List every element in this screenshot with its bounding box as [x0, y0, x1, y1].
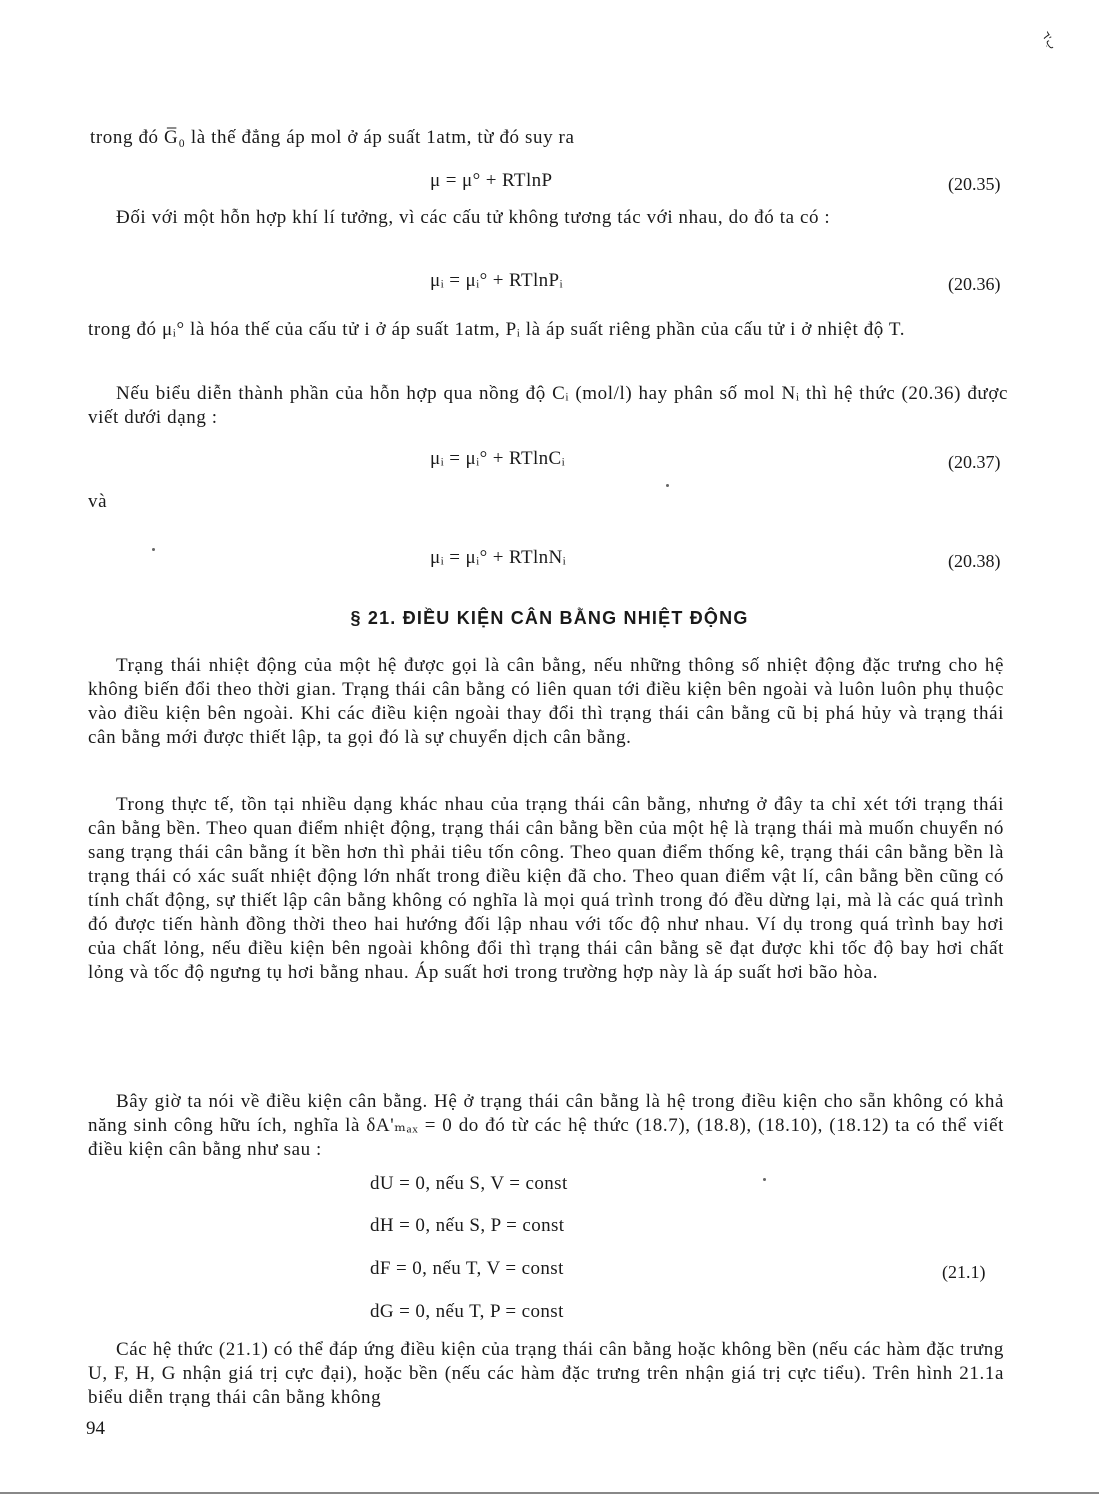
equation-number-20-36: (20.36) [948, 274, 1001, 294]
condition-df: dF = 0, nếu T, V = const [370, 1258, 564, 1279]
paragraph-equilibrium-definition: Trạng thái nhiệt động của một hệ được gọi là cân bằng, nếu những thông số nhiệt động đặc trưng cho hệ không biến đổi theo thời gian. Trạng thái cân bằng có liên quan tới điều kiện bên ngoài và luôn luôn phụ thuộc vào điều kiện bên ngoài. Khi các điều kiện ngoài thay đổi thì trạng thái cân bằng cũ bị phá hủy và trạng thái cân bằng mới được thiết lập, ta gọi đó là sự chuyển dịch cân bằng. [88, 655, 1004, 748]
scan-speck [152, 548, 155, 551]
equation-number-20-38: (20.38) [948, 551, 1001, 571]
page-bottom-edge [0, 1492, 1099, 1494]
corner-mark: ب'٦ [1038, 29, 1059, 52]
equation-20-35: μ = μ° + RTlnP [430, 170, 553, 191]
equation-20-37: μᵢ = μᵢ° + RTlnCᵢ [430, 448, 566, 469]
paragraph-equilibrium-conditions: Bây giờ ta nói về điều kiện cân bằng. Hệ ở trạng thái cân bằng là hệ trong điều kiện cho sẵn không có khả năng sinh công hữu ích, nghĩa là δA'ₘₐₓ = 0 do đó từ các hệ thức (18.7), (18.8), (18.10), (18.12) ta có thể viết điều kiện cân bằng như sau : [88, 1091, 1004, 1160]
condition-dg: dG = 0, nếu T, P = const [370, 1301, 564, 1322]
intro-line: trong đó G̅₀ là thế đẳng áp mol ở áp suất 1atm, từ đó suy ra [90, 127, 575, 148]
conjunction-text: và [88, 491, 108, 512]
equation-20-38: μᵢ = μᵢ° + RTlnNᵢ [430, 547, 567, 568]
equation-number-20-35: (20.35) [948, 174, 1001, 194]
concentration-paragraph: Nếu biểu diễn thành phần của hỗn hợp qua nồng độ Cᵢ (mol/l) hay phân số mol Nᵢ thì hệ thức (20.36) được viết dưới dạng : [88, 383, 1008, 428]
equation-number-21-1: (21.1) [942, 1262, 986, 1282]
section-heading: § 21. ĐIỀU KIỆN CÂN BẰNG NHIỆT ĐỘNG [350, 608, 749, 628]
mu-definition-paragraph: trong đó μᵢ° là hóa thế của cấu tử i ở áp suất 1atm, Pᵢ là áp suất riêng phần của cấu tử i ở nhiệt độ T. [88, 319, 906, 340]
scan-speck [666, 484, 669, 487]
page-number: 94 [86, 1418, 105, 1439]
equation-number-20-37: (20.37) [948, 452, 1001, 472]
scan-speck [763, 1178, 766, 1181]
paragraph-stable-equilibrium: Trong thực tế, tồn tại nhiều dạng khác nhau của trạng thái cân bằng, nhưng ở đây ta chỉ xét tới trạng thái cân bằng bền. Theo quan điểm nhiệt động, trạng thái cân bằng bền của một hệ là trạng thái mà muốn chuyển nó sang trạng thái cân bằng ít bền hơn thì phải tiêu tốn công. Theo quan điểm thống kê, trạng thái cân bằng bền là trạng thái có xác suất nhiệt động lớn nhất trong điều kiện đã cho. Theo quan điểm vật lí, cân bằng bền cũng có tính chất động, sự thiết lập cân bằng không có nghĩa là mọi quá trình trong đó đều dừng lại, mà là các quá trình đó được tiến hành đồng thời theo hai hướng đối lập nhau với tốc độ như nhau. Ví dụ trong quá trình bay hơi của chất lỏng, nếu điều kiện bên ngoài không đổi thì trạng thái cân bằng sẽ đạt được khi tốc độ bay hơi chất lỏng và tốc độ ngưng tụ hơi bằng nhau. Áp suất hơi trong trường hợp này là áp suất hơi bão hòa. [88, 794, 1004, 983]
condition-du: dU = 0, nếu S, V = const [370, 1173, 568, 1194]
equation-20-36: μᵢ = μᵢ° + RTlnPᵢ [430, 270, 564, 291]
paragraph-stability-types: Các hệ thức (21.1) có thể đáp ứng điều kiện của trạng thái cân bằng hoặc không bền (nếu các hàm đặc trưng U, F, H, G nhận giá trị cực đại), hoặc bền (nếu các hàm đặc trưng trên nhận giá trị cực tiểu). Trên hình 21.1a biểu diễn trạng thái cân bằng không [88, 1339, 1004, 1408]
mixture-paragraph: Đối với một hỗn hợp khí lí tưởng, vì các cấu tử không tương tác với nhau, do đó ta có : [116, 207, 831, 228]
condition-dh: dH = 0, nếu S, P = const [370, 1215, 565, 1236]
